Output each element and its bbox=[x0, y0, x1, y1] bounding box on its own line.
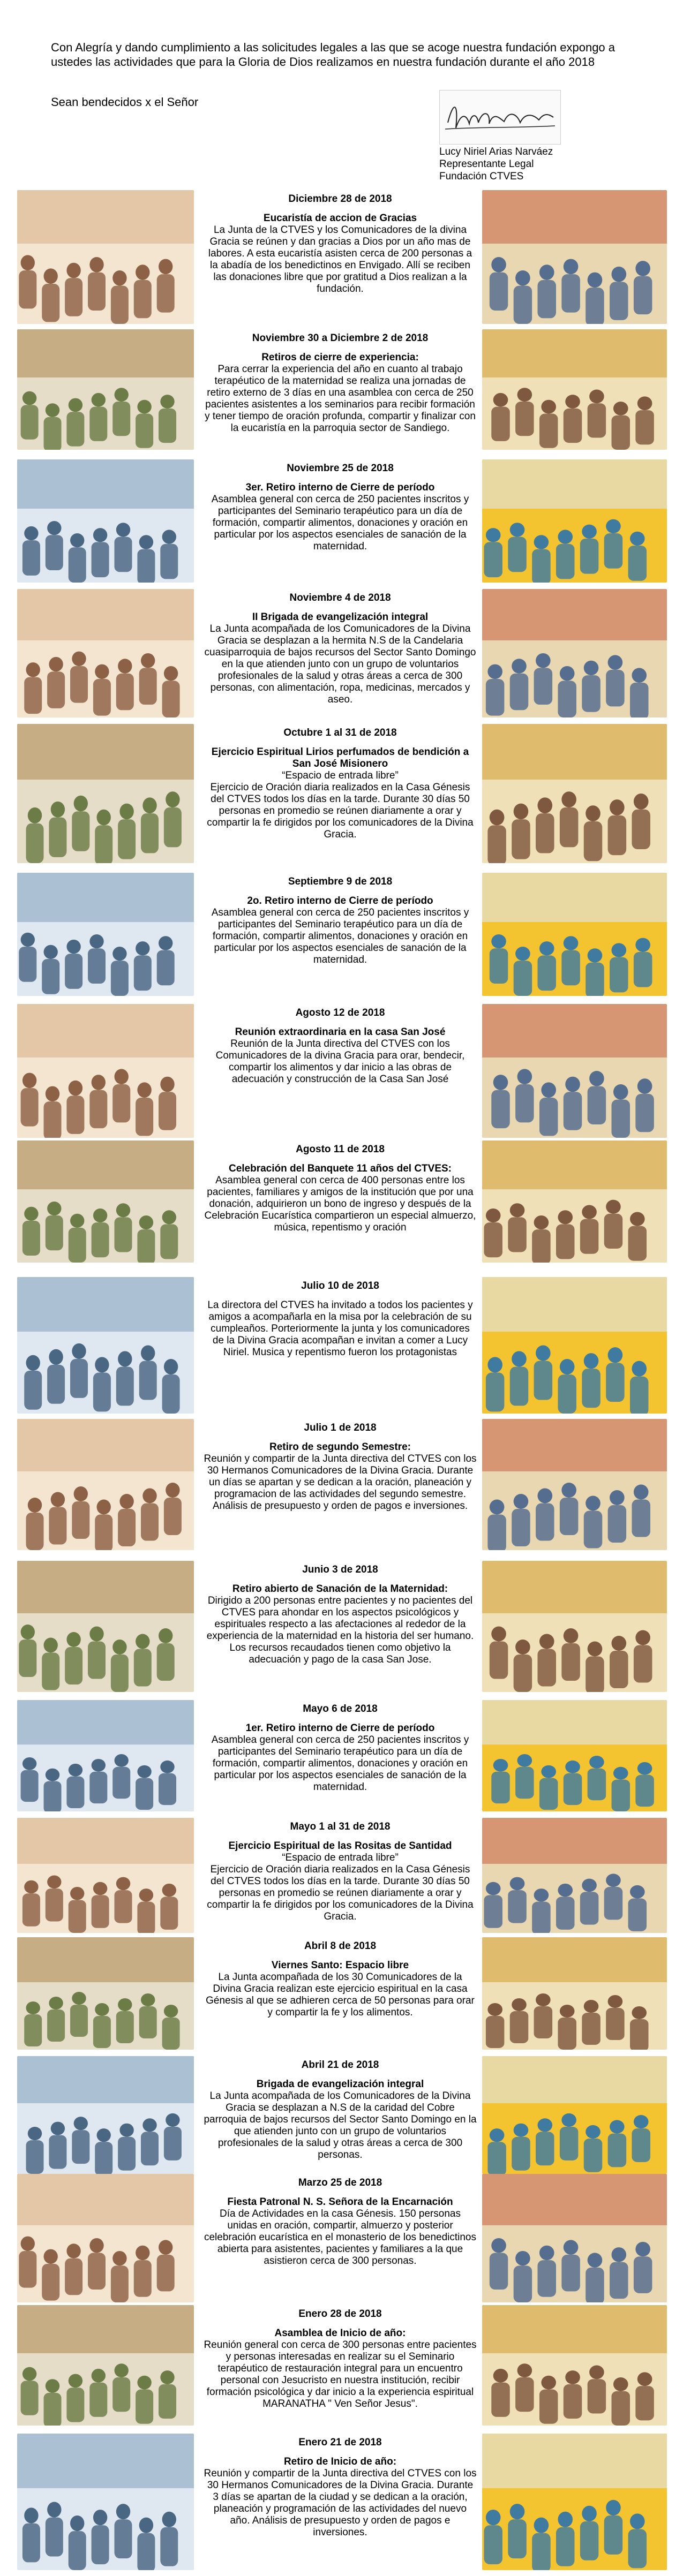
activity-photo-left bbox=[17, 1937, 194, 2050]
activity-text bbox=[204, 2059, 477, 2161]
activity-photo-right bbox=[482, 2305, 667, 2426]
activity-description: La Junta acompañada de los Comunicadores de la Divina Gracia se desplazan a la hermita N.S de la Candelaria cuasiparroquia de bajos recursos del Sector Santo Domingo en la que atienden junto con un grupo de voluntarios profesionales de la salud y otras áreas a cerca de 300 personas, con alimentación, ropa, medicinas, mercados y aseo. bbox=[204, 623, 476, 705]
activity-photo-right bbox=[482, 329, 667, 450]
activity-title: 2o. Retiro interno de Cierre de período bbox=[247, 895, 433, 906]
signer-name: Lucy Niriel Arias Narváez bbox=[439, 146, 553, 157]
activity-date: Mayo 6 de 2018 bbox=[303, 1703, 378, 1714]
activity-title: Retiro de Inicio de año: bbox=[283, 2456, 397, 2467]
activity-text bbox=[204, 1821, 477, 1923]
activity-photo-left bbox=[17, 1004, 194, 1138]
intro-paragraph: Con Alegría y dando cumplimiento a las solicitudes legales a las que se acoge nuestra fundación expongo a ustedes las actividades que para la Gloria de Dios realizamos en nuestra fundación durante el año 2018 bbox=[51, 41, 616, 69]
activity-description: Asamblea general con cerca de 250 pacientes inscritos y participantes del Seminario terapéutico para un día de formación, compartir alimentos, donaciones y oración en particular por los aspectos esenciales de sanación de la maternidad. bbox=[211, 907, 469, 965]
activity-date: Enero 28 de 2018 bbox=[298, 2308, 382, 2320]
activity-entry bbox=[0, 1277, 683, 1414]
activity-title: Retiro de segundo Semestre: bbox=[269, 1441, 411, 1453]
activity-photo-left bbox=[17, 1561, 194, 1692]
activity-entry bbox=[0, 1140, 683, 1263]
activity-description: Día de Actividades en la casa Génesis. 150 personas unidas en oración, compartir, almuerzo y posterior celebración eucarística en el monasterio de los benedictinos abierta para asistentes, pacientes y familiares a la que asistieron cerca de 300 personas. bbox=[204, 2208, 477, 2267]
activity-photo-left bbox=[17, 459, 194, 583]
activity-entry bbox=[0, 459, 683, 583]
activity-photo-right bbox=[482, 1561, 667, 1692]
activity-text bbox=[204, 1007, 477, 1085]
activity-title: Retiro abierto de Sanación de la Maternidad: bbox=[232, 1583, 448, 1595]
activity-date: Noviembre 4 de 2018 bbox=[289, 592, 391, 603]
activity-text bbox=[204, 1422, 477, 1512]
activity-photo-left bbox=[17, 329, 194, 450]
activity-text bbox=[204, 2437, 477, 2539]
activity-photo-left bbox=[17, 190, 194, 324]
activity-description: Reunión general con cerca de 300 personas entre pacientes y personas interesadas en realizar su el Seminario terapéutico de restauración integral para un encuentro personal con Jesucristo en nuestra institución, recibir formación psicológica y dar inicio a la experiencia espiritual MARANATHA " Ven Señor Jesus". bbox=[204, 2339, 477, 2409]
activity-entry bbox=[0, 1004, 683, 1138]
activity-entry bbox=[0, 1700, 683, 1811]
signature-image bbox=[439, 90, 561, 145]
activity-photo-right bbox=[482, 1140, 667, 1263]
activity-photo-left bbox=[17, 1700, 194, 1811]
activity-text bbox=[204, 1940, 477, 2019]
activity-photo-left bbox=[17, 873, 194, 996]
activity-date: Abril 21 de 2018 bbox=[301, 2059, 379, 2071]
activity-photo-left bbox=[17, 1140, 194, 1263]
activity-photo-left bbox=[17, 724, 194, 863]
activity-date: Julio 1 de 2018 bbox=[304, 1422, 377, 1433]
activity-title: Ejercicio Espiritual Lirios perfumados de bendición a San José Misionero bbox=[211, 746, 469, 769]
activity-description: La Junta acompañada de los 30 Comunicadores de la Divina Gracia realizan este ejercicio espiritual en la casa Génesis al que se adhieren cerca de 50 personas para orar y compartir la fe y los alimentos. bbox=[206, 1971, 475, 2018]
activity-photo-right bbox=[482, 459, 667, 583]
activity-description: Reunión y compartir de la Junta directiva del CTVES con los 30 Hermanos Comunicadores de la Divina Gracia. Durante 3 días se apartan de la ciudad y se dedican a la oración, planeación y programación de las actividades del nuevo año. Análisis de presupuesto y orden de pagos e inversiones. bbox=[204, 2468, 477, 2538]
activity-text bbox=[204, 727, 477, 841]
activity-entry bbox=[0, 1937, 683, 2050]
activity-date: Diciembre 28 de 2018 bbox=[288, 193, 392, 205]
signer-role: Representante Legal bbox=[439, 158, 534, 170]
activity-title: Fiesta Patronal N. S. Señora de la Encarnación bbox=[227, 2196, 453, 2208]
signer-block bbox=[439, 146, 553, 183]
activity-entry bbox=[0, 1561, 683, 1692]
activity-description: Asamblea general con cerca de 250 pacientes inscritos y participantes del Seminario terapéutico para un día de formación, compartir alimentos, donaciones y oración en particular por los aspectos esenciales de sanación de la maternidad. bbox=[211, 1734, 469, 1793]
activity-text bbox=[204, 1144, 477, 1234]
activity-text bbox=[204, 2177, 477, 2267]
activity-photo-left bbox=[17, 1818, 194, 1933]
activity-entry bbox=[0, 2174, 683, 2302]
activity-date: Junio 3 de 2018 bbox=[302, 1564, 378, 1575]
activity-text bbox=[204, 463, 477, 553]
activity-title: Reunión extraordinaria en la casa San José bbox=[235, 1026, 446, 1038]
activity-photo-right bbox=[482, 1419, 667, 1550]
activity-entry bbox=[0, 589, 683, 717]
activity-description: Ejercicio de Oración diaria realizados en la Casa Génesis del CTVES todos los días en la tarde. Durante 30 días 50 personas en promedio se reúnen diariamente a orar y compartir la fe dirigidos por los comunicadores de la Divina Gracia. bbox=[207, 1864, 474, 1922]
activity-date: Noviembre 25 de 2018 bbox=[287, 463, 394, 474]
activity-entry bbox=[0, 724, 683, 863]
activity-entry bbox=[0, 2056, 683, 2174]
activity-photo-left bbox=[17, 2056, 194, 2174]
activity-photo-left bbox=[17, 589, 194, 717]
activity-photo-right bbox=[482, 589, 667, 717]
activity-photo-right bbox=[482, 1700, 667, 1811]
activity-description: La Junta de la CTVES y los Comunicadores de la divina Gracia se reúnen y dan gracias a Dios por un año mas de labores. A esta eucaristía asisten cerca de 200 personas a la abadía de los benedictinos en Envigado. Allí se reciben las donaciones libre que por gratitud a Dios realizan a la fundación. bbox=[208, 224, 472, 294]
activity-description: Dirigido a 200 personas entre pacientes y no pacientes del CTVES para ahondar en los aspectos psicológicos y espirituales respecto a las afectaciones al rededor de la experiencia de la maternidad en la historia del ser humano. Los recursos recaudados tienen como objetivo la adecuación y pago de la casa San Jose. bbox=[206, 1595, 474, 1665]
activity-text bbox=[204, 2308, 477, 2410]
activity-text bbox=[204, 193, 477, 295]
activity-text bbox=[204, 876, 477, 966]
activity-description: La directora del CTVES ha invitado a todos los pacientes y amigos a acompañarla en la misa por la celebración de su cumpleaños. Porteriormente la junta y los comunicadores de la Divina Gracia acompañan e invitan a comer a Lucy Niriel. Musica y repentismo fueron los protagonistas bbox=[207, 1300, 473, 1358]
activity-description: Asamblea general con cerca de 250 pacientes inscritos y participantes del Seminario terapéutico para un día de formación, compartir alimentos, donaciones y oración en particular por los aspectos esenciales de sanación de la maternidad. bbox=[211, 494, 469, 552]
activity-title: II Brigada de evangelización integral bbox=[252, 611, 429, 623]
activity-photo-right bbox=[482, 190, 667, 324]
activity-photo-right bbox=[482, 1004, 667, 1138]
activity-photo-right bbox=[482, 1937, 667, 2050]
activity-description: Reunión y compartir de la Junta directiva del CTVES con los 30 Hermanos Comunicadores de la Divina Gracia. Durante un días se apartan y se dedican a la oración, planeación y programacion de las actividades del segundo semestre. Análisis de presupuesto y orden de pagos e inversiones. bbox=[204, 1453, 477, 1512]
activity-title: 3er. Retiro interno de Cierre de período bbox=[245, 482, 435, 493]
activity-title: Viernes Santo: Espacio libre bbox=[271, 1960, 409, 1971]
activity-description: Reunión de la Junta directiva del CTVES con los Comunicadores de la divina Gracia para orar, bendecir, compartir los alimentos y dar inicio a las obras de adecuación y construcción de la Casa San José bbox=[215, 1038, 465, 1085]
activity-text bbox=[204, 1564, 477, 1666]
activity-entry bbox=[0, 190, 683, 324]
activity-text bbox=[204, 1280, 477, 1358]
activity-title: Eucaristía de accion de Gracias bbox=[263, 213, 417, 224]
activity-photo-right bbox=[482, 2056, 667, 2174]
activity-date: Mayo 1 al 31 de 2018 bbox=[290, 1821, 391, 1832]
signer-org: Fundación CTVES bbox=[439, 171, 524, 182]
activity-photo-right bbox=[482, 873, 667, 996]
activity-date: Noviembre 30 a Diciembre 2 de 2018 bbox=[252, 333, 429, 344]
activity-date: Agosto 11 de 2018 bbox=[296, 1144, 385, 1155]
activity-entry bbox=[0, 1419, 683, 1550]
activity-subtitle: “Espacio de entrada libre” bbox=[282, 770, 399, 781]
activity-date: Marzo 25 de 2018 bbox=[298, 2177, 382, 2188]
activity-date: Septiembre 9 de 2018 bbox=[288, 876, 393, 887]
activity-title: Celebración del Banquete 11 años del CTVES: bbox=[228, 1163, 452, 1174]
activity-entry bbox=[0, 873, 683, 996]
activity-text bbox=[204, 592, 477, 706]
activity-description: La Junta acompañada de los Comunicadores de la Divina Gracia se desplazan a N.S de la caridad del Cobre parroquia de bajos recursos del Sector Santo Domingo en la que atienden junto con un grupo de voluntarios profesionales de la salud y otras áreas a cerca de 300 personas. bbox=[204, 2090, 477, 2160]
activity-entry bbox=[0, 329, 683, 450]
activity-entry bbox=[0, 2305, 683, 2426]
activity-photo-left bbox=[17, 2434, 194, 2570]
activity-date: Enero 21 de 2018 bbox=[298, 2437, 382, 2448]
activity-title: Asamblea de Inicio de año: bbox=[274, 2328, 406, 2339]
activity-subtitle: “Espacio de entrada libre” bbox=[282, 1852, 399, 1863]
activity-photo-right bbox=[482, 2174, 667, 2302]
activity-photo-right bbox=[482, 724, 667, 863]
activity-entry bbox=[0, 2434, 683, 2570]
activity-description: Asamblea general con cerca de 400 personas entre los pacientes, familiares y amigos de la institución que por una donación, adquirieron un bono de ingreso y después de la Celebración Eucarística compartieron un especial almuerzo, música, repentismo y oración bbox=[204, 1175, 476, 1233]
activity-date: Octubre 1 al 31 de 2018 bbox=[283, 727, 397, 738]
activity-title: Retiros de cierre de experiencia: bbox=[261, 352, 419, 363]
activity-date: Agosto 12 de 2018 bbox=[295, 1007, 385, 1018]
activity-photo-right bbox=[482, 2434, 667, 2570]
activity-photo-left bbox=[17, 2174, 194, 2302]
activity-date: Julio 10 de 2018 bbox=[301, 1280, 379, 1291]
activity-title: 1er. Retiro interno de Cierre de período bbox=[245, 1723, 435, 1734]
activity-description: Para cerrar la experiencia del año en cuanto al trabajo terapéutico de la maternidad se realiza una jornadas de retiro externo de 3 días en una asamblea con cerca de 250 pacientes asistentes a los seminarios para recibir formación y tener tiempo de oración profunda, compartir y finalizar con la eucaristía en la parroquia sector de Sandiego. bbox=[205, 364, 476, 434]
activity-photo-left bbox=[17, 1277, 194, 1414]
activity-photo-right bbox=[482, 1277, 667, 1414]
blessing-line: Sean bendecidos x el Señor bbox=[51, 95, 199, 109]
activity-date: Abril 8 de 2018 bbox=[304, 1940, 377, 1952]
activity-photo-left bbox=[17, 2305, 194, 2426]
activity-text bbox=[204, 333, 477, 434]
activity-photo-right bbox=[482, 1818, 667, 1933]
activity-entry bbox=[0, 1818, 683, 1933]
activity-title: Ejercicio Espiritual de las Rositas de Santidad bbox=[228, 1840, 452, 1852]
activity-photo-left bbox=[17, 1419, 194, 1550]
activity-title: Brigada de evangelización integral bbox=[256, 2079, 424, 2090]
activity-description: Ejercicio de Oración diaria realizados en la Casa Génesis del CTVES todos los días en la tarde. Durante 30 días 50 personas en promedio se reúnen diariamente a orar y compartir la fe dirigidos por los comunicadores de la Divina Gracia. bbox=[207, 782, 474, 840]
activity-text bbox=[204, 1703, 477, 1793]
